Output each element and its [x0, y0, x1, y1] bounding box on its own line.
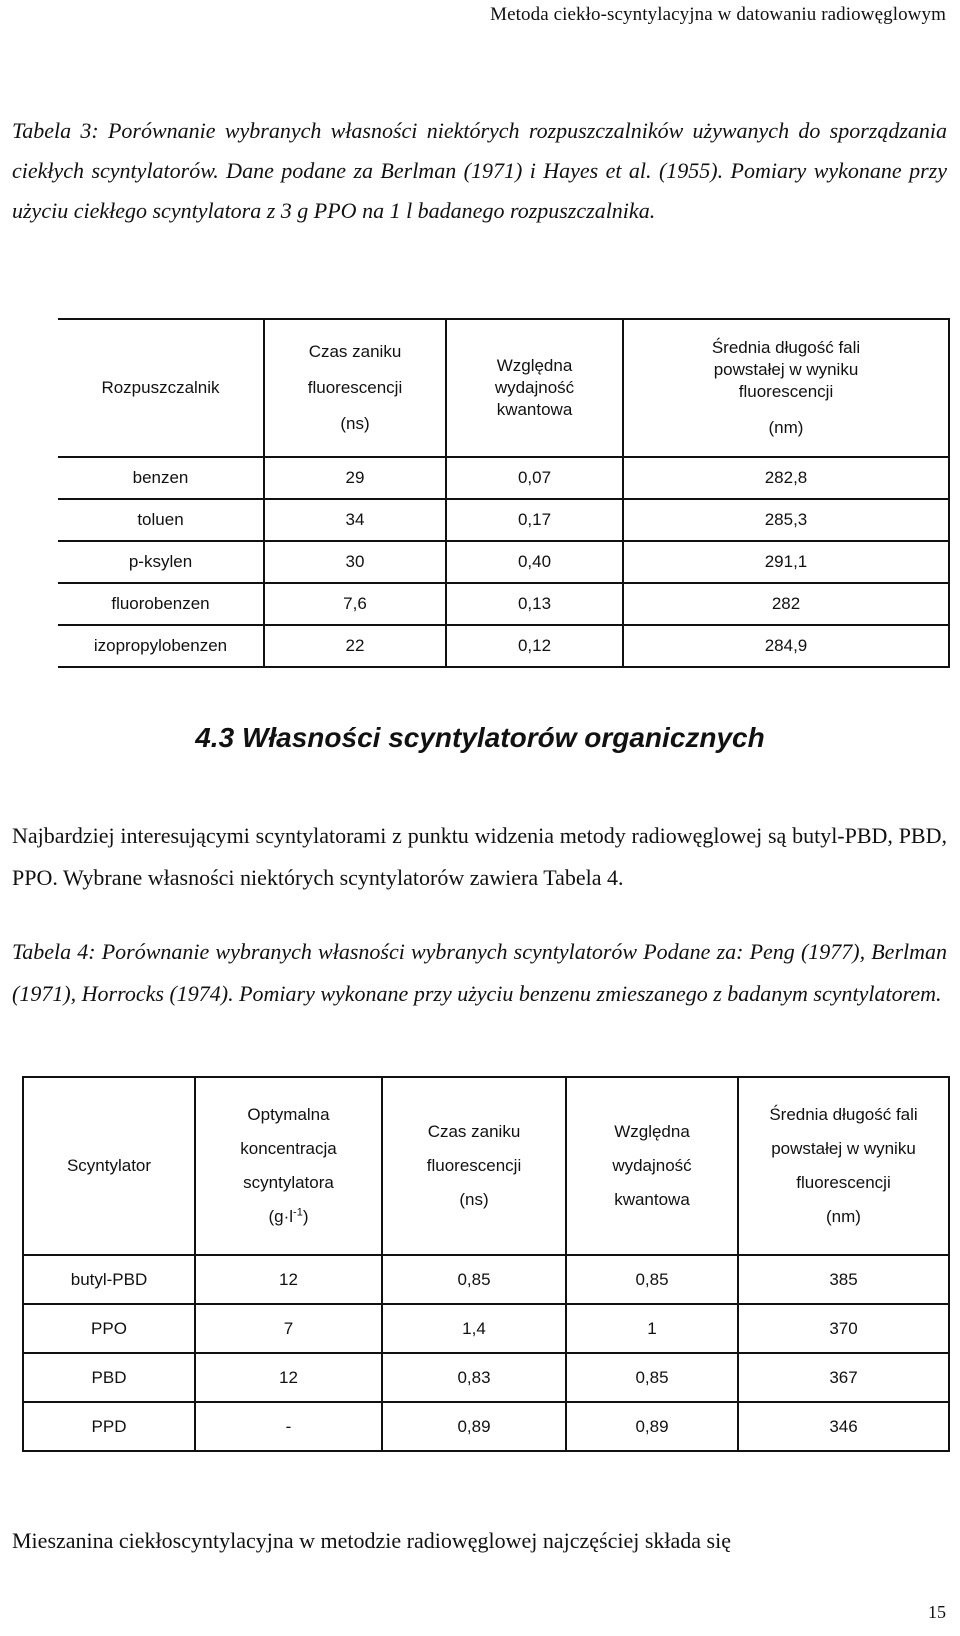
table4-cell-yield: 0,85 [566, 1353, 738, 1402]
table3-cell-decay: 29 [264, 457, 446, 499]
table-row [58, 457, 949, 499]
table4-cell-decay: 0,85 [382, 1255, 566, 1304]
table4-cell-scintillator: PPD [23, 1402, 195, 1451]
table3-cell-wavelength: 284,9 [623, 625, 949, 667]
table4-cell-yield: 0,85 [566, 1255, 738, 1304]
table3-cell-yield: 0,17 [446, 499, 623, 541]
table4-cell-decay: 0,83 [382, 1353, 566, 1402]
table3-cell-yield: 0,12 [446, 625, 623, 667]
table4-header-decay-time: Czas zaniku fluorescencji (ns) [382, 1077, 566, 1255]
table4-header-scintillator: Scyntylator [23, 1077, 195, 1255]
paragraph-intro: Najbardziej interesującymi scyntylatorami z punktu widzenia metody radiowęglowej są butyl-PBD, PBD, PPO. Wybrane własności niektórych scyntylatorów zawiera Tabela 4. [12, 823, 947, 890]
table3-cell-decay: 22 [264, 625, 446, 667]
table4-header-wavelength: Średnia długość fali powstałej w wyniku fluorescencji (nm) [738, 1077, 949, 1255]
table3-cell-wavelength: 285,3 [623, 499, 949, 541]
table4-header-quantum-yield: Względna wydajność kwantowa [566, 1077, 738, 1255]
table-row [23, 1304, 949, 1353]
table3-cell-yield: 0,13 [446, 583, 623, 625]
table4-cell-concentration: - [195, 1402, 382, 1451]
table-row [58, 583, 949, 625]
table3-caption: Tabela 3: Porównanie wybranych własności niektórych rozpuszczalników używanych do sporządzania ciekłych scyntylatorów. Dane podane za Berlman (1971) i Hayes et al. (1955). Pomiary wykonane przy użyciu ciekłego scyntylatora z 3 g PPO na 1 l badanego rozpuszczalnika. [12, 118, 947, 223]
table3-header-row [58, 319, 949, 457]
table3-cell-wavelength: 282,8 [623, 457, 949, 499]
table3 [58, 318, 950, 668]
table3-cell-decay: 30 [264, 541, 446, 583]
table4-cell-wavelength: 367 [738, 1353, 949, 1402]
table3-cell-solvent: fluorobenzen [58, 583, 264, 625]
table3-cell-solvent: izopropylobenzen [58, 625, 264, 667]
table4-cell-wavelength: 370 [738, 1304, 949, 1353]
table3-cell-decay: 34 [264, 499, 446, 541]
table3-cell-solvent: benzen [58, 457, 264, 499]
section-heading: 4.3 Własności scyntylatorów organicznych [195, 722, 765, 753]
table3-cell-solvent: p-ksylen [58, 541, 264, 583]
table4-cell-concentration: 12 [195, 1353, 382, 1402]
table3-header-decay-time: Czas zaniku fluorescencji (ns) [264, 319, 446, 457]
table-row [23, 1402, 949, 1451]
table4-cell-scintillator: butyl-PBD [23, 1255, 195, 1304]
table3-cell-decay: 7,6 [264, 583, 446, 625]
table-row [58, 625, 949, 667]
table4-header-concentration: Optymalna koncentracja scyntylatora $(g\cdot l^{-1})$ [195, 1077, 382, 1255]
table3-header-solvent: Rozpuszczalnik [58, 319, 264, 457]
table4-cell-decay: 1,4 [382, 1304, 566, 1353]
running-header: Metoda ciekło-scyntylacyjna w datowaniu radiowęglowym [490, 4, 946, 25]
table-row [23, 1255, 949, 1304]
table4-cell-wavelength: 385 [738, 1255, 949, 1304]
table3-header-wavelength: Średnia długość fali powstałej w wyniku fluorescencji (nm) [623, 319, 949, 457]
table3-header-quantum-yield: Względna wydajność kwantowa [446, 319, 623, 457]
table4-cell-yield: 0,89 [566, 1402, 738, 1451]
table4-cell-yield: 1 [566, 1304, 738, 1353]
table3-cell-solvent: toluen [58, 499, 264, 541]
table4-cell-concentration: 7 [195, 1304, 382, 1353]
page-number: 15 [928, 1602, 946, 1622]
table4-caption: Tabela 4: Porównanie wybranych własności wybranych scyntylatorów Podane za: Peng (1977), Berlman (1971), Horrocks (1974). Pomiary wykonane przy użyciu benzenu zmieszanego z badanym scyntylatorem. [12, 939, 947, 1006]
table4-cell-concentration: 12 [195, 1255, 382, 1304]
table4-cell-scintillator: PBD [23, 1353, 195, 1402]
table3-cell-wavelength: 291,1 [623, 541, 949, 583]
table3-cell-yield: 0,40 [446, 541, 623, 583]
table3-cell-yield: 0,07 [446, 457, 623, 499]
table-row [58, 541, 949, 583]
table4-cell-scintillator: PPO [23, 1304, 195, 1353]
table3-cell-wavelength: 282 [623, 583, 949, 625]
table-row [23, 1353, 949, 1402]
table4-cell-wavelength: 346 [738, 1402, 949, 1451]
table-row [58, 499, 949, 541]
table4 [22, 1076, 950, 1452]
table4-header-row [23, 1077, 949, 1255]
paragraph-mixture: Mieszanina ciekłoscyntylacyjna w metodzie radiowęglowej najczęściej składa się [12, 1528, 731, 1553]
table4-cell-decay: 0,89 [382, 1402, 566, 1451]
